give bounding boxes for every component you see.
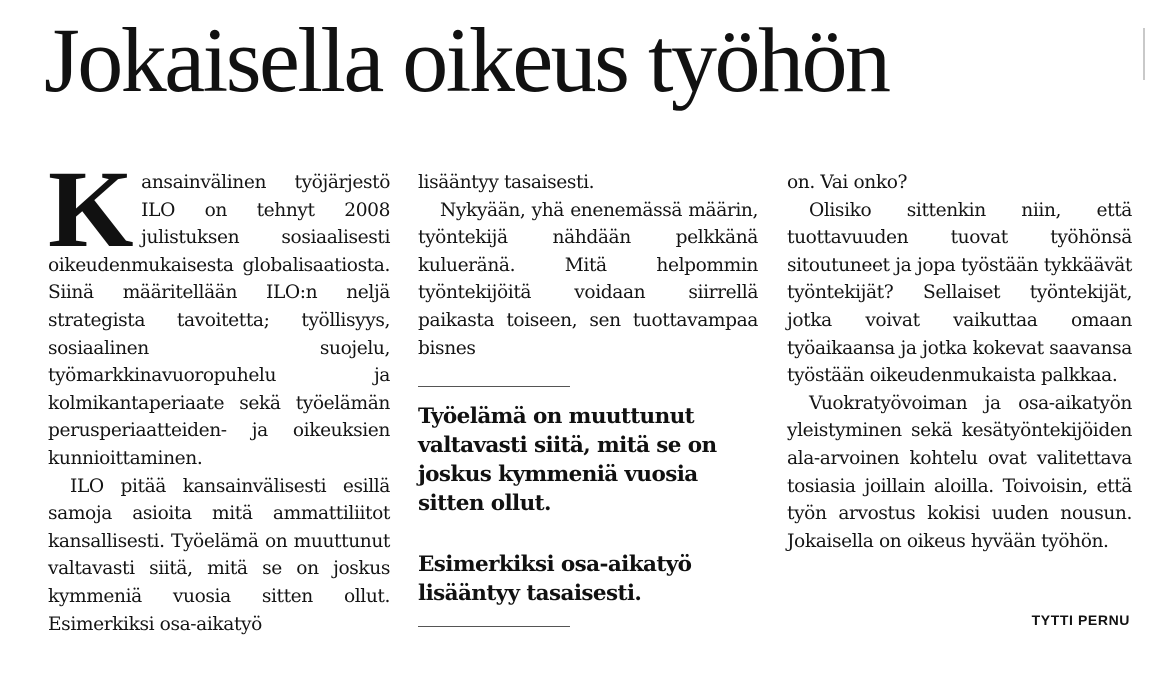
byline: TYTTI PERNU <box>1031 612 1130 628</box>
article-column-1 <box>48 148 390 638</box>
article-column-2 <box>418 169 758 362</box>
paragraph: Vuokratyövoiman ja osa-aikatyön yleistyminen sekä kesätyöntekijöiden ala-arvoinen kohtelu ovat valitettava tosiasia joillain aloilla. Toivoisin, että työn arvostus kokisi uuden nousun. Jokaisella on oikeus hyvään työhön. <box>787 392 1132 552</box>
paragraph: lisääntyy tasaisesti. <box>418 172 595 193</box>
headline: Jokaisella oikeus työhön <box>44 9 889 111</box>
pullquote-2: Esimerkiksi osa-aikatyö lisääntyy tasaisesti. <box>418 552 692 606</box>
page-edge-mark <box>1143 28 1145 80</box>
pullquote-rule-bottom <box>418 626 570 627</box>
paragraph-text: ansainvälinen työjärjestö ILO on tehnyt 2008 julistuksen sosiaalisesti oikeudenmukaisesta globalisaatiosta. Siinä määritellään ILO:n neljä strategista tavoitetta; työllisyys, sosiaalinen suojelu, työmarkkinavuoropuhelu ja kolmikantaperiaate sekä työelämän perusperiaatteiden- ja oikeuksien kunnioittaminen. <box>48 172 390 469</box>
paragraph: Olisiko sittenkin niin, että tuottavuuden tuovat työhönsä sitoutuneet ja jopa työstään tykkäävät työntekijät? Sellaiset työntekijät, jotka voivat vaikuttaa omaan työaikaansa ja jotka kokevat saavansa työstään oikeudenmukaista palkkaa. <box>787 199 1132 387</box>
paragraph: Nykyään, yhä enenemässä määrin, työntekijä nähdään pelkkänä kulueränä. Mitä helpommin työntekijöitä voidaan siirrellä paikasta toiseen, sen tuottavampaa bisnes <box>418 199 758 359</box>
paragraph: ILO pitää kansainvälisesti esillä samoja asioita mitä ammattiliitot kansallisesti. Työelämä on muuttunut valtavasti siitä, mitä se on joskus kymmeniä vuosia sitten ollut. Esimerkiksi osa-aikatyö <box>48 475 390 635</box>
pullquote-1: Työelämä on muuttunut valtavasti siitä, mitä se on joskus kymmeniä vuosia sitten ollut. <box>418 404 717 516</box>
paragraph <box>48 148 390 473</box>
pullquote-rule-top <box>418 386 570 387</box>
paragraph: on. Vai onko? <box>787 172 908 193</box>
article-column-3 <box>787 169 1132 555</box>
drop-cap: K <box>48 148 134 270</box>
